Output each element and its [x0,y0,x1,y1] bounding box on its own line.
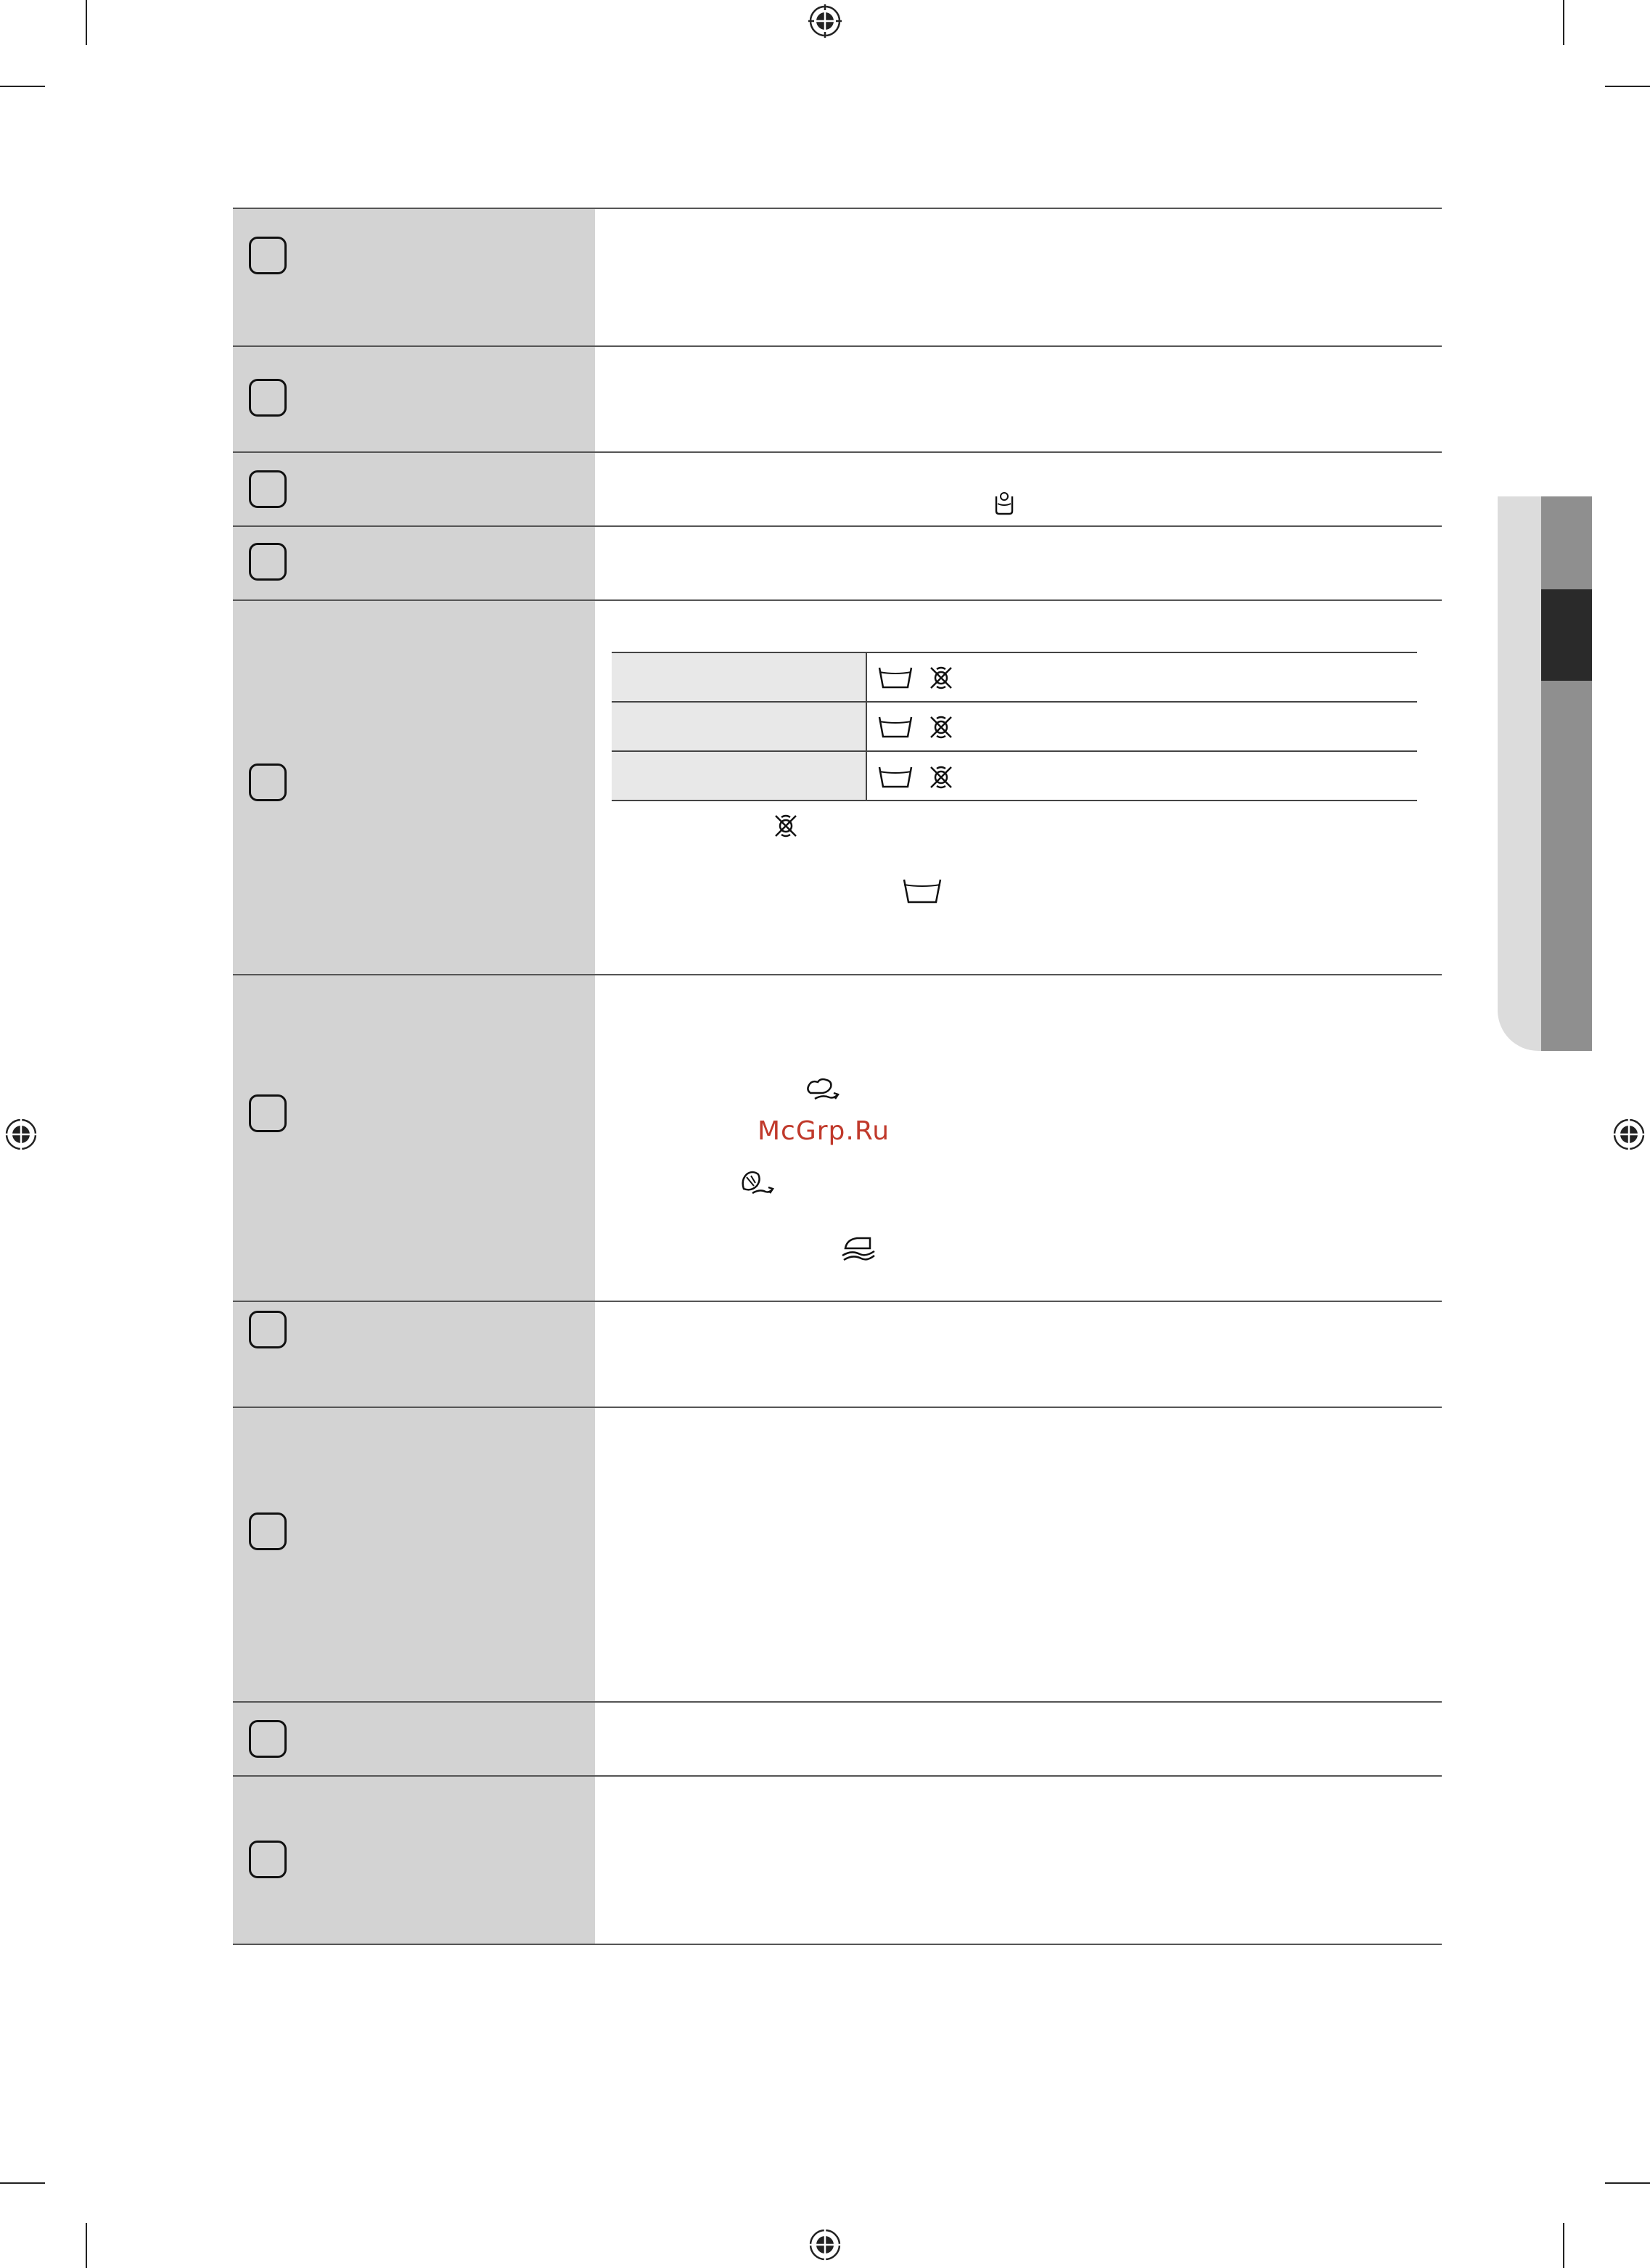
steam-leaf-icon [739,1170,774,1199]
crop-mark [0,2182,45,2184]
inner-symbol-cell [867,752,1417,800]
table-row [233,345,1442,453]
row-number-badge [249,1841,287,1878]
registration-mark-icon [808,2228,842,2261]
crop-mark [86,2223,87,2268]
inner-table-row [612,750,1417,801]
row-label-cell [233,453,595,527]
crop-mark [86,0,87,45]
wash-tub-icon [877,764,914,789]
row-label-cell [233,1703,595,1777]
row-label-cell [233,1302,595,1408]
inner-table-row [612,652,1417,701]
row-number-badge [249,237,287,274]
row-number-badge [249,763,287,801]
crop-mark [1563,2223,1564,2268]
row-label-cell [233,1408,595,1703]
inner-symbol-table [612,652,1417,801]
table-row [233,1775,1442,1945]
row-label-cell [233,347,595,453]
registration-mark-icon [1612,1118,1646,1151]
table-row [233,1301,1442,1408]
row-number-badge [249,470,287,508]
do-not-wring-icon [773,813,799,839]
row-label-cell [233,601,595,975]
wash-tub-icon [877,665,914,689]
row-label-cell [233,975,595,1302]
do-not-wring-icon [928,665,954,691]
table-row [233,1407,1442,1703]
table-row [233,208,1442,347]
row-number-badge [249,543,287,581]
do-not-wring-icon [928,764,954,790]
crop-mark [1563,0,1564,45]
side-tab-section [1541,496,1592,1051]
table-row [233,525,1442,601]
row-number-badge [249,1094,287,1132]
row-number-badge [249,379,287,417]
row-label-cell [233,1777,595,1945]
inner-label-cell [612,703,867,750]
crop-mark [1605,86,1650,87]
crop-mark [0,86,45,87]
registration-mark-icon [4,1118,38,1151]
detergent-cup-icon [992,489,1017,515]
row-number-badge [249,1512,287,1550]
table-bottom-rule [233,1944,1442,1945]
registration-mark-icon [808,4,842,38]
watermark-text: McGrp.Ru [758,1116,890,1146]
row-number-badge [249,1720,287,1758]
do-not-wring-icon [928,714,954,740]
wash-tub-icon [902,877,943,904]
settings-table [233,208,1442,1945]
wash-tub-icon [877,714,914,739]
inner-table-row [612,701,1417,750]
inner-label-cell [612,653,867,701]
steam-cloud-icon [805,1077,840,1106]
table-row [233,1701,1442,1777]
inner-label-cell [612,752,867,800]
steam-iron-icon [841,1234,876,1263]
inner-symbol-cell [867,703,1417,750]
row-label-cell [233,209,595,347]
inner-symbol-cell [867,653,1417,701]
row-number-badge [249,1311,287,1348]
table-row [233,451,1442,527]
crop-mark [1605,2182,1650,2184]
row-label-cell [233,527,595,601]
side-tab-active-marker [1541,589,1592,681]
